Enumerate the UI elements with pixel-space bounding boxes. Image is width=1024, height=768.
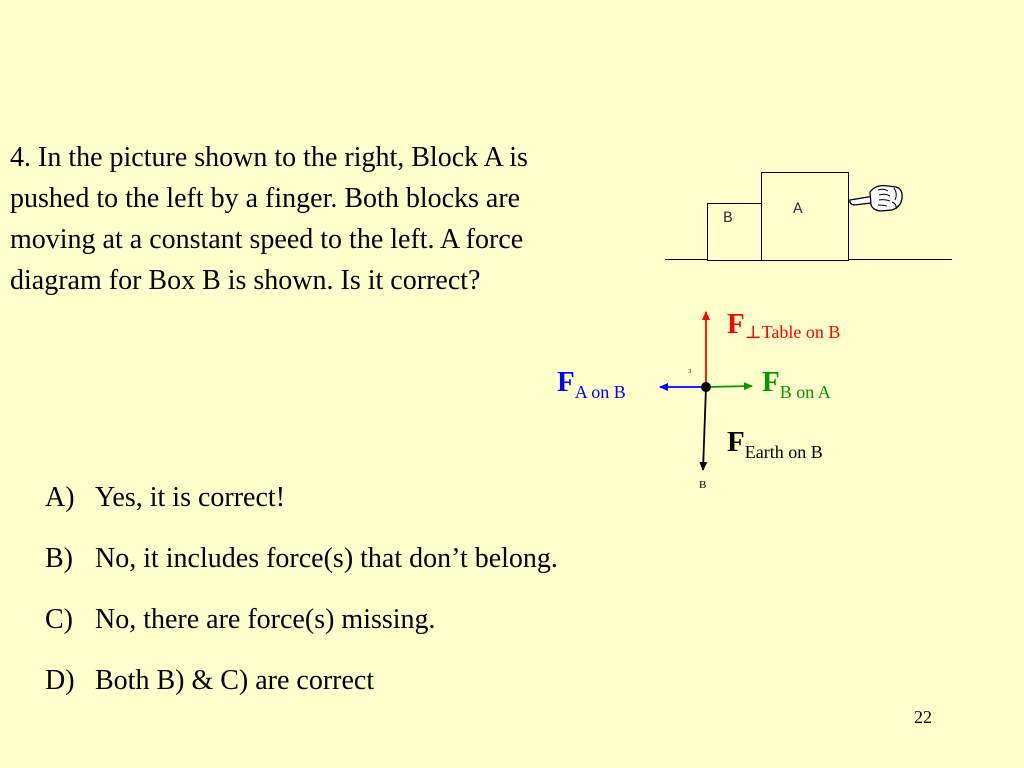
- gravity-arrow: [703, 387, 706, 470]
- gravity-label: [727, 426, 823, 462]
- question-line: 4. In the picture shown to the right, Block A is: [10, 142, 528, 173]
- option-letter: A): [45, 482, 75, 513]
- fragment-label-bottom: B: [699, 479, 707, 491]
- gravity-symbol: F: [727, 426, 745, 458]
- option-text: Both B) & C) are correct: [95, 665, 375, 696]
- option-letter: C): [45, 604, 73, 635]
- option-letter: B): [45, 543, 73, 574]
- normal-force-symbol: F: [727, 308, 745, 340]
- question-line: moving at a constant speed to the left. A force: [10, 224, 524, 255]
- option-b: [45, 538, 558, 599]
- b-on-a-arrow: [706, 386, 752, 387]
- option-a: [45, 477, 558, 538]
- normal-force-subscript: ⊥Table on B: [744, 322, 841, 342]
- a-on-b-subscript: A on B: [574, 382, 626, 402]
- normal-force-label: [727, 308, 840, 341]
- page-number: 22: [914, 707, 932, 727]
- block-a-label: A: [793, 200, 803, 218]
- option-letter: D): [45, 665, 75, 696]
- option-text: Yes, it is correct!: [95, 482, 286, 513]
- option-text: No, it includes force(s) that don’t belong.: [95, 543, 558, 574]
- blocks-scene: [665, 170, 955, 265]
- b-on-a-subscript: B on A: [779, 382, 831, 402]
- b-on-a-symbol: F: [762, 366, 780, 398]
- point-particle: [701, 382, 711, 392]
- block-a: [761, 172, 849, 261]
- option-d: [45, 660, 558, 721]
- block-b: [707, 203, 763, 261]
- a-on-b-label: [557, 366, 626, 402]
- gravity-subscript: Earth on B: [744, 442, 823, 462]
- option-c: [45, 599, 558, 660]
- question-text: [10, 137, 670, 301]
- fragment-label-top: ₃: [688, 362, 692, 374]
- question-line: pushed to the left by a finger. Both blocks are: [10, 183, 521, 214]
- a-on-b-symbol: F: [557, 366, 575, 398]
- block-b-label: B: [723, 209, 733, 227]
- answer-options: [45, 477, 558, 721]
- option-text: No, there are force(s) missing.: [95, 604, 436, 635]
- pointing-finger-icon: [848, 180, 906, 218]
- b-on-a-label: [762, 366, 831, 402]
- question-line: diagram for Box B is shown. Is it correct?: [10, 265, 481, 296]
